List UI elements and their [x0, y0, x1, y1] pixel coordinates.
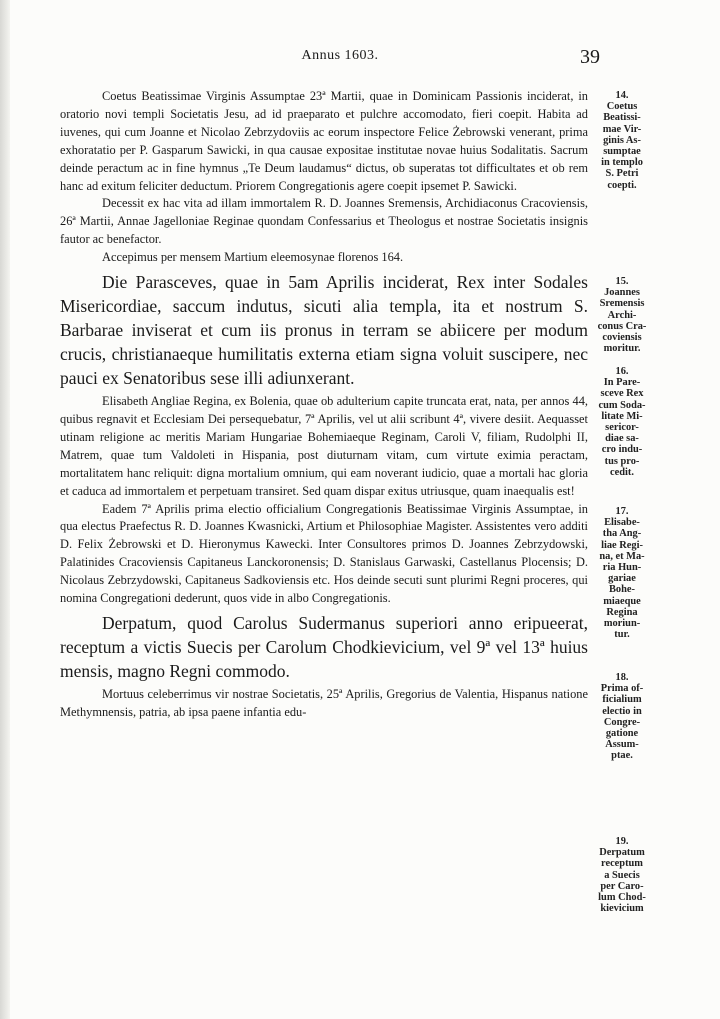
running-title: Annus 1603. — [301, 48, 379, 63]
margin-note-15: 15. Joannes Sremensis Archi- conus Cra- coviensis moritur. — [597, 276, 647, 355]
paragraph-18: Eadem 7ª Aprilis prima electio officialium Congregationis Beatissimae Virginis Assumptae, in qua electus Praefectus R. D. Joannes Kwasnicki, Artium et Philosophiae Magister. Assistentes vero additi D. Felix Żebrowski et D. Hieronymus Kawecki. Inter Consultores primos D. Joannes Zebrzydowski, Palatinides Cracoviensis Capitaneus Lanckoronensis; D. Stanislaus Garwaski, Castellanus Plocensis; D. Nicolaus Zebrzydowski, Capitaneus Sadkoviensis etc. Hos deinde secuti sunt plurimi Regni proceres, qui nomina Congregationi dederunt, quos vide in albo Congregationis. — [60, 501, 588, 606]
paragraph-19: Derpatum, quod Carolus Sudermanus superiori anno eripueerat, receptum a victis Suecis per Carolum Chodkievicium, vel 9ª vel 13ª huius mensis, magno Regni commodo. — [60, 612, 588, 681]
margin-note-18: 18. Prima of- ficialium electio in Congre- gatione Assum- ptae. — [600, 672, 644, 762]
page-number: 39 — [580, 46, 600, 68]
main-text-column — [60, 88, 588, 722]
margin-note-14: 14. Coetus Beatissi- mae Vir- ginis As- sumptae in templo S. Petri coepti. — [601, 90, 643, 191]
paragraph-16: Die Parasceves, quae in 5am Aprilis inciderat, Rex inter Sodales Misericordiae, saccum indutus, sicuti alia templa, ita et nostrum S. Barbarae inviserat et cum iis pronus in terram se abiicere per modum crucis, christianaeque humilitatis externa etiam signa voluit suscipere, nec pauci ex Senatoribus sese illi adiunxerant. — [60, 272, 588, 389]
paragraph-14: Coetus Beatissimae Virginis Assumptae 23ª Martii, quae in Dominicam Passionis inciderat, in oratorio novi templi Societatis Jesu, ad id praeparato et pulchre accomodato, fieri coepit. Habita ad iuvenes, qui cum Joanne et Nicolao Zebrzydoviis ac eorum inspectore Felice Żebrowski venerant, prima exhoratatio per P. Gasparum Sawicki, in qua causae expositae institutae novae huius Sodalitatis. Sacrum deinde peractum ac in fine hymnus „Te Deum laudamus“ dictus, ob superatas tot difficultates et ob rem hanc ad exitum feliciter deductum. Priorem Congregationis agere coepit ipsemet P. Sawicki. — [60, 89, 588, 193]
margin-note-19: 19. Derpatum receptum a Suecis per Caro- lum Chod- kievicium — [598, 836, 646, 915]
margin-note-16: 16. In Pare- sceve Rex cum Soda- litate Mi- sericor- diae sa- cro indu- tus pro- cedit. — [598, 366, 646, 478]
paragraph-15: Decessit ex hac vita ad illam immortalem R. D. Joannes Sremensis, Archidiaconus Cracoviensis, 26ª Martii, Annae Jagelloniae Reginae quondam Confessarius et Theologus et nostrae Societatis insignis fautor ac benefactor. — [60, 196, 588, 247]
margin-note-17: 17. Elisabe- tha Ang- liae Regi- na, et Ma- ria Hun- gariae Bohe- miaeque Regina moriun- tur. — [599, 506, 645, 641]
paragraph-20: Mortuus celeberrimus vir nostrae Societatis, 25ª Aprilis, Gregorius de Valentia, Hispanus natione Methymnensis, patria, ab ipsa paene infantia edu- — [60, 686, 588, 719]
binding-gutter — [0, 0, 10, 1019]
paragraph-15b: Accepimus per mensem Martium eleemosynae florenos 164. — [102, 250, 404, 265]
paragraph-17: Elisabeth Angliae Regina, ex Bolenia, quae ob adulterium capite truncata erat, nata, per annos 44, quibus regnavit et Ecclesiam Dei persequebatur, 7ª Aprilis, vel ut alii scribunt 4ª, vivere desiit. Aequasset utinam religione ac meritis Mariam Hungariae Bohemiaeque Reginam, Caroli V, filiam, Rudolphi II, Matrem, quae tum Valdoleti in Hispania, post diuturnam vitam, cum virtute eximia peractam, mortalitatem hanc reliquit: digna mortalium omnium, qui eam noverant iudicio, quae a mortali hac gloria et caduca ad immortalem et perpetuam transiret. Sed quam dispar exitus utriusque, quam inaequalis est! — [60, 394, 588, 498]
